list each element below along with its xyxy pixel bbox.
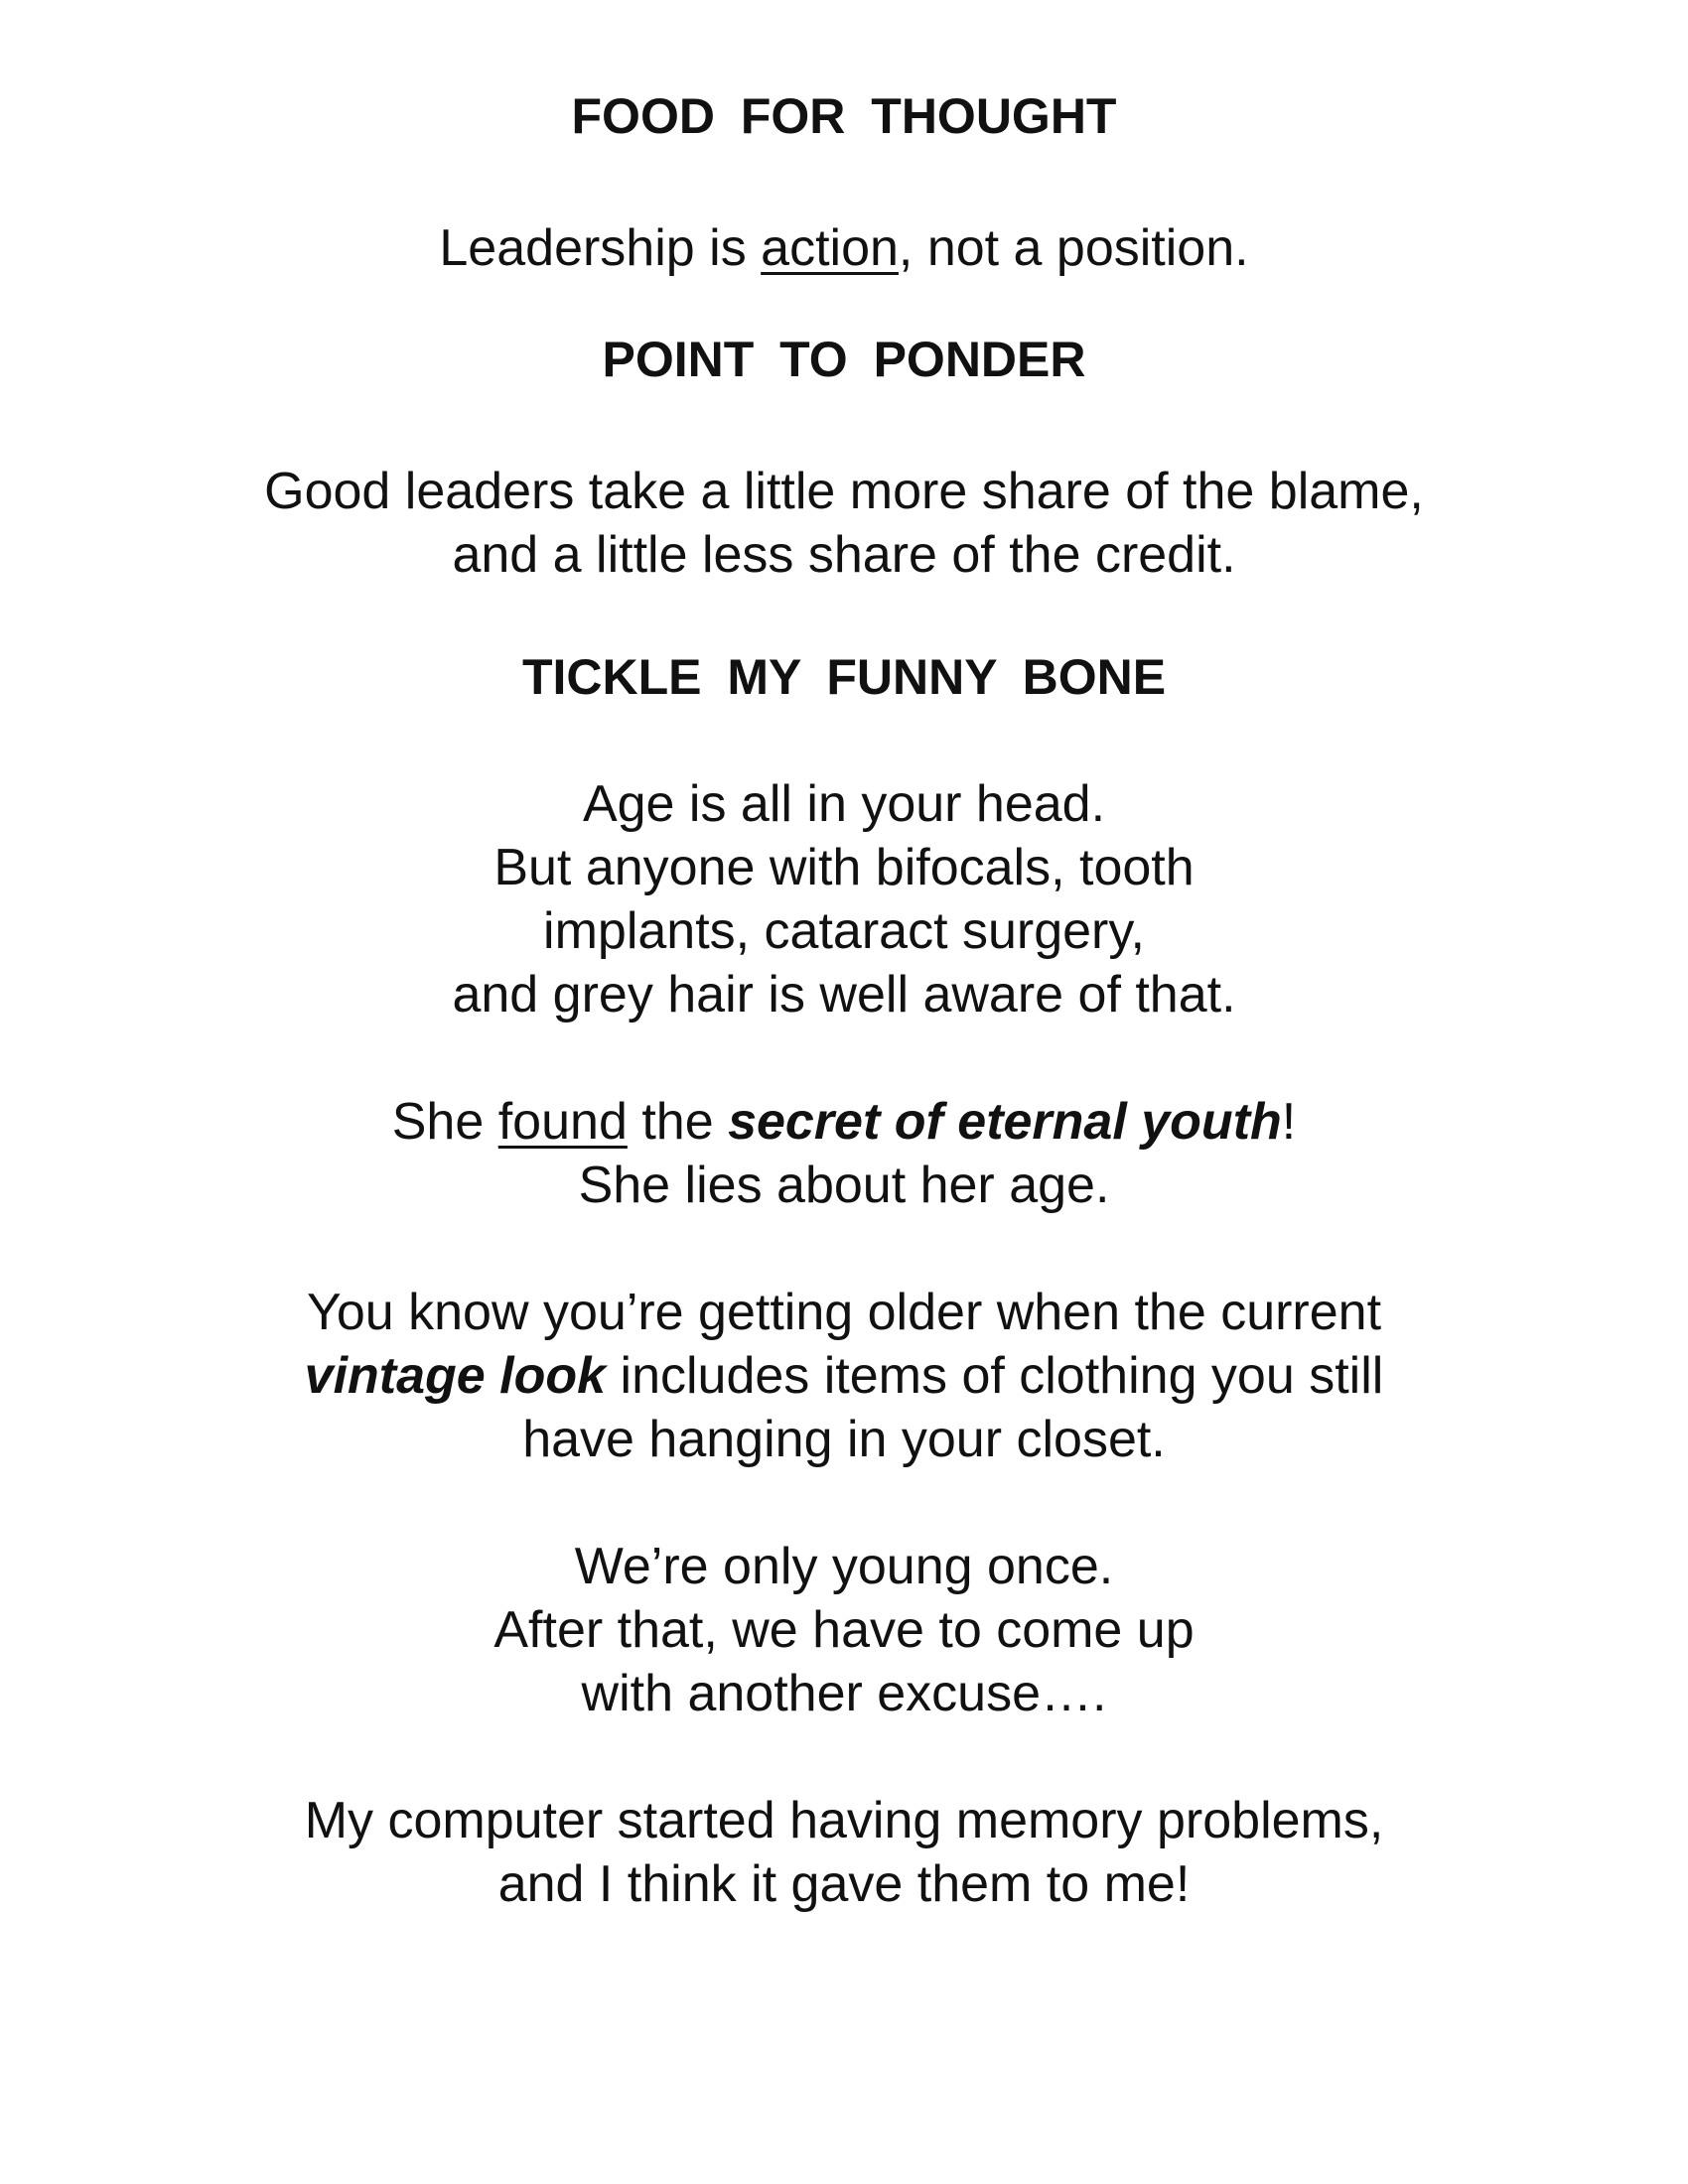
joke-5-line-2: and I think it gave them to me! <box>497 1855 1191 1913</box>
leadership-quote-action: action <box>761 219 899 277</box>
tickle-my-funny-bone-heading: TICKLE MY FUNNY BONE <box>521 649 1167 705</box>
joke-3-line-3: have hanging in your closet. <box>522 1411 1166 1468</box>
joke-3-vintage-look: vintage look <box>304 1347 607 1405</box>
joke-2-the: the <box>627 1093 729 1151</box>
joke-1-line-3: implants, cataract surgery, <box>543 902 1145 960</box>
joke-2-found: found <box>497 1093 628 1151</box>
joke-2-she: She <box>391 1093 498 1151</box>
joke-1-line-4: and grey hair is well aware of that. <box>452 966 1236 1024</box>
leadership-quote <box>0 219 1688 277</box>
joke-1-line-2: But anyone with bifocals, tooth <box>493 839 1195 896</box>
joke-4-line-1: We’re only young once. <box>574 1538 1114 1595</box>
joke-3-line-2 <box>0 1347 1688 1405</box>
point-to-ponder-heading: POINT TO PONDER <box>602 332 1086 387</box>
joke-3-line-2-rest: includes items of clothing you still <box>606 1347 1384 1405</box>
joke-1-line-1: Age is all in your head. <box>582 775 1106 833</box>
joke-4-line-2: After that, we have to come up <box>493 1601 1195 1659</box>
joke-5-line-1: My computer started having memory problems, <box>304 1792 1384 1849</box>
leadership-quote-end: , not a position. <box>898 219 1249 277</box>
joke-2-secret-emphasis: secret of eternal youth <box>728 1093 1282 1151</box>
joke-2-exclamation: ! <box>1281 1093 1297 1151</box>
food-for-thought-heading: FOOD FOR THOUGHT <box>571 88 1117 144</box>
joke-2-line-1 <box>0 1093 1688 1151</box>
joke-4-line-3: with another excuse…. <box>581 1665 1107 1722</box>
ponder-line-2: and a little less share of the credit. <box>452 526 1236 584</box>
ponder-line-1: Good leaders take a little more share of the blame, <box>264 463 1424 520</box>
leadership-quote-start: Leadership is <box>439 219 762 277</box>
joke-2-line-2: She lies about her age. <box>578 1157 1110 1214</box>
joke-3-line-1: You know you’re getting older when the current <box>306 1284 1382 1341</box>
